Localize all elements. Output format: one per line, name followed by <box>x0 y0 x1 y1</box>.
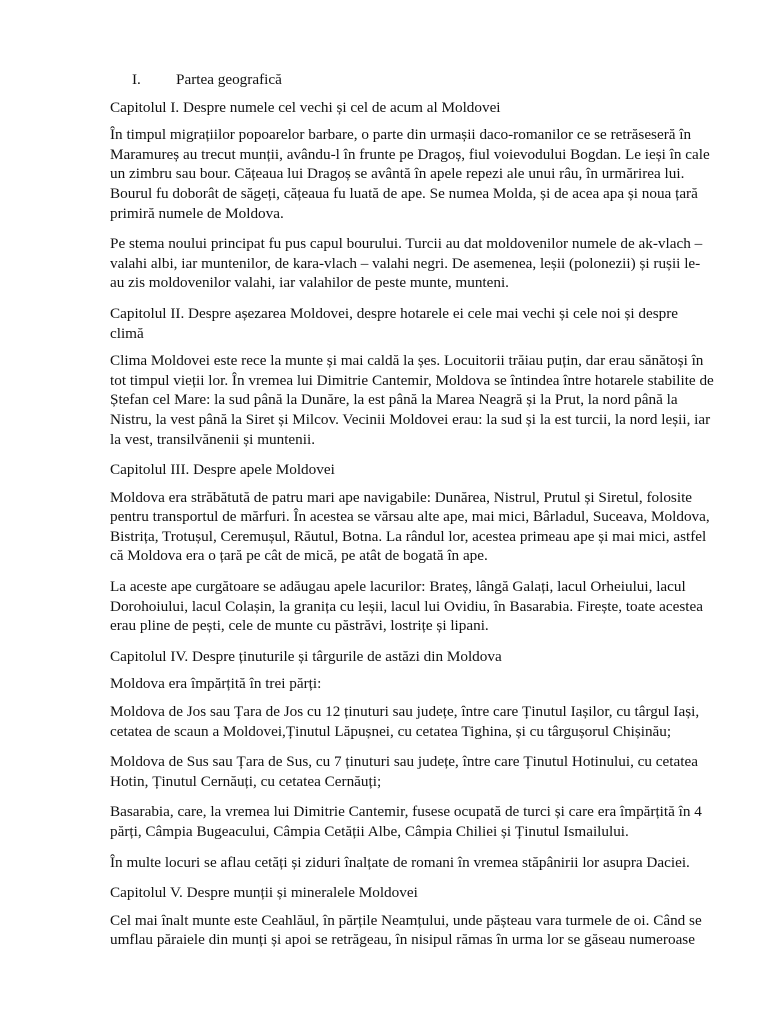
paragraph-7: Moldova de Sus sau Țara de Sus, cu 7 ținuturi sau județe, între care Ținutul Hotinului, cu cetatea Hotin, Ținutul Cernăuți, cu cetatea Cernăuți; <box>110 753 698 790</box>
chapter-3-heading: Capitolul III. Despre apele Moldovei <box>110 461 335 479</box>
chapter-4-heading: Capitolul IV. Despre ținuturile și târgurile de astăzi din Moldova <box>110 647 502 665</box>
paragraph-8: Basarabia, care, la vremea lui Dimitrie Cantemir, fusese ocupată de turci și care era împărțită în 4 părți, Câmpia Bugeacului, Câmpia Cetății Albe, Câmpia Chiliei și Ținutul Ismailului. <box>110 803 702 840</box>
paragraph-1: În timpul migrațiilor popoarelor barbare, o parte din urmașii daco-romanilor ce se retrăseseră în Maramureș au trecut munții, avându-l în frunte pe Dragoș, fiul voievodului Bogdan. Le ieși în cale un zimbru sau bour. Cățeaua lui Dragoș se avântă în apele repezi ale unui râu, în urmărirea lui. Bourul fu doborât de săgeți, cățeaua fu luată de ape. Se numea Molda, și de acea apa și noua țară primiră numele de Moldova. <box>110 126 710 222</box>
paragraph-9: În multe locuri se aflau cetăți și ziduri înalțate de romani în vremea stăpânirii lor asupra Daciei. <box>110 853 690 871</box>
paragraph-3: Clima Moldovei este rece la munte și mai caldă la șes. Locuitorii trăiau puțin, dar erau sănătoși în tot timpul vieții lor. În vremea lui Dimitrie Cantemir, Moldova se întindea între hotarele stabilite de Ștefan cel Mare: la sud până la Dunăre, la est până la Marea Neagră și la Prut, la nord până la Nistru, la vest până la Siret și Milcov. Vecinii Moldovei erau: la sud și la est turcii, la nord leșii, iar la vest, transilvănenii și muntenii. <box>110 352 714 448</box>
chapter-1-heading: Capitolul I. Despre numele cel vechi și cel de acum al Moldovei <box>110 98 501 116</box>
paragraph-6: Moldova de Jos sau Țara de Jos cu 12 ținuturi sau județe, între care Ținutul Iașilor, cu târgul Iași, cetatea de scaun a Moldovei,Ținutul Lăpușnei, cu cetatea Tighina, și cu târgușorul Chișinău; <box>110 703 700 740</box>
paragraph-5: La aceste ape curgătoare se adăugau apele lacurilor: Brateș, lângă Galați, lacul Orheiului, lacul Dorohoiului, lacul Colașin, la granița cu leșii, lacul lui Ovidiu, în Basarabia. Firește, toate acestea erau pline de pești, cele de munte cu păstrăvi, lostrițe și lipani. <box>110 578 703 635</box>
paragraph-2: Pe stema noului principat fu pus capul bourului. Turcii au dat moldovenilor numele de ak-vlach – valahi albi, iar muntenilor, de kara-vlach – valahi negri. De asemenea, leșii (polonezii) și rușii le-au zis moldovenilor valahi, iar valahilor de peste munte, munteni. <box>110 235 703 292</box>
section-title: Partea geografică <box>176 71 282 88</box>
paragraph-10: Cel mai înalt munte este Ceahlăul, în părțile Neamțului, unde pășteau vara turmele de oi. Când se umflau păraiele din munți și apoi se retrăgeau, în nisipul rămas în urma lor se găseau numeroase <box>110 911 702 949</box>
section-heading <box>110 70 714 90</box>
chapter-5-heading: Capitolul V. Despre munții și mineralele Moldovei <box>110 884 418 902</box>
chapter-2-heading: Capitolul II. Despre așezarea Moldovei, despre hotarele ei cele mai vechi și cele noi și despre climă <box>110 304 679 342</box>
division-intro: Moldova era împărțită în trei părți: <box>110 675 322 693</box>
paragraph-4: Moldova era străbătută de patru mari ape navigabile: Dunărea, Nistrul, Prutul și Siretul, folosite pentru transportul de mărfuri. În acestea se vărsau alte ape, mai mici, Bârladul, Suceava, Moldova, Bistrița, Trotușul, Ceremușul, Răutul, Botna. La rândul lor, acestea primeau ape și mai mici, astfel că Moldova era o țară pe cât de mică, pe atât de bogată în ape. <box>110 488 710 565</box>
section-number: I. <box>132 71 141 88</box>
document-body <box>110 70 714 961</box>
